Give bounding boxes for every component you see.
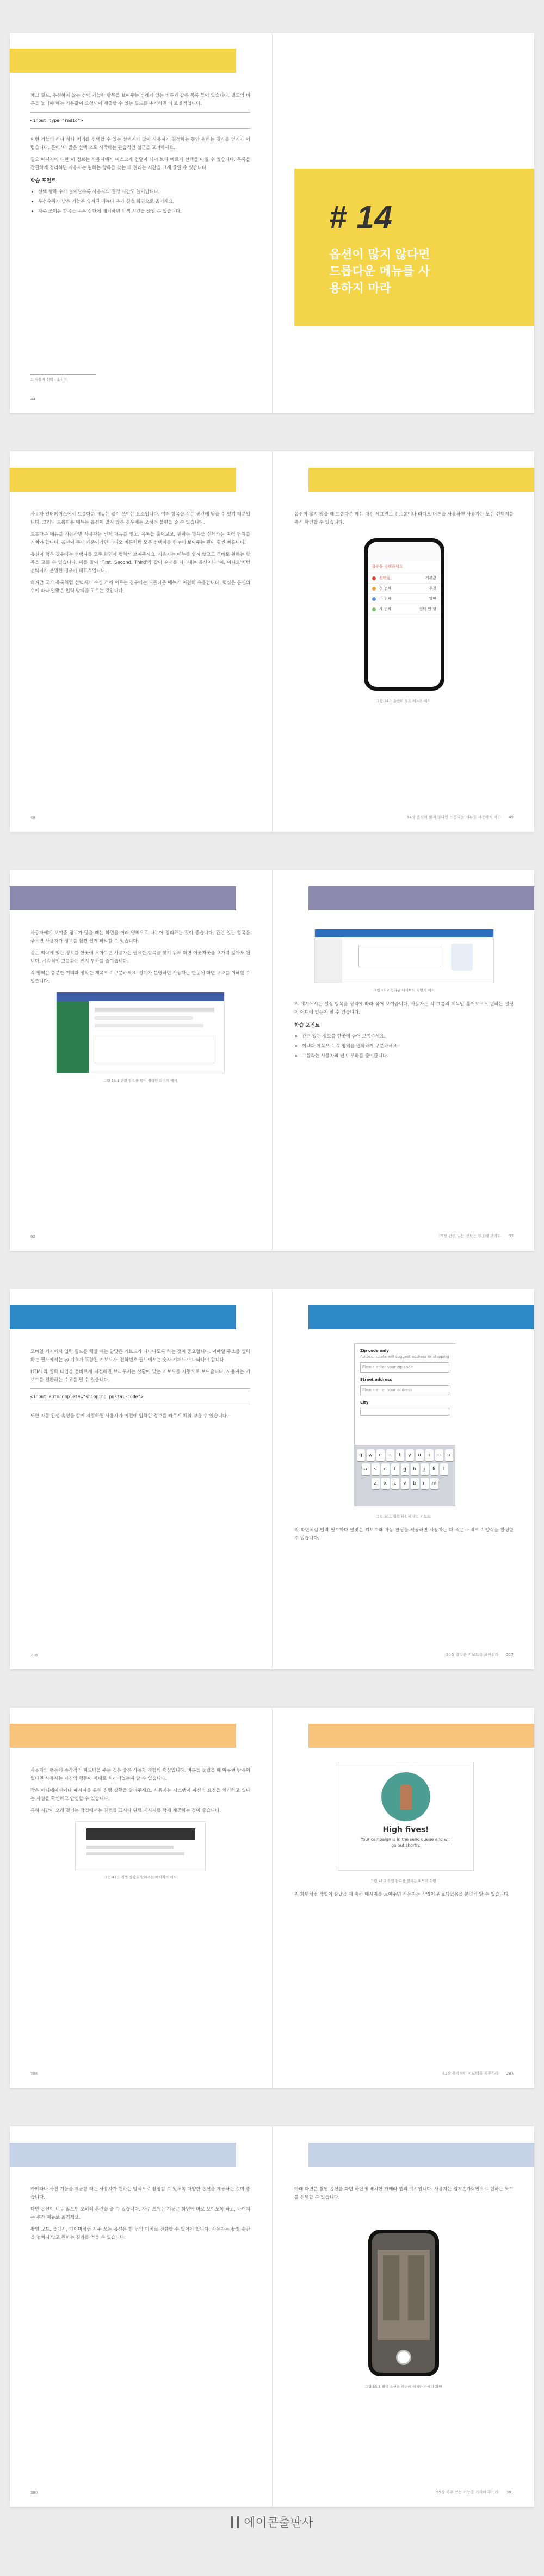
chapter-opener-page bbox=[272, 33, 534, 413]
mobile-form-screenshot bbox=[354, 1343, 455, 1506]
high-five-hand-icon bbox=[381, 1772, 430, 1821]
keyboard-key[interactable]: v bbox=[401, 1478, 409, 1489]
keyboard-key[interactable]: s bbox=[372, 1463, 380, 1475]
body-text bbox=[294, 1890, 514, 1902]
paragraph: 모바일 기기에서 입력 필드를 채울 때는 알맞은 키보드가 나타나도록 하는 것이 중요합니다. 이메일 주소를 입력하는 필드에서는 @ 기호가 포함된 키보드가, 전화번호 필드에서는 숫자 키패드가 나타나야 합니다. bbox=[30, 1349, 250, 1362]
page-287 bbox=[272, 1708, 534, 2088]
page-44 bbox=[10, 33, 272, 413]
paragraph: 체크 필드, 추천하지 않는 선택 가능한 항목을 보여주는 범례가 있는 버튼과 같은 목록 등이 있습니다. 별도의 버튼을 눌러야 하는 기본값이 요청되어 제출할 수 있는 필드를 추가하면 더 효율적입니다. bbox=[30, 92, 250, 106]
paragraph: 필요 메시지에 대한 이 정보는 사용자에게 매스크게 전달이 되며 보다 빠르게 선택을 마칠 수 있습니다. 목록을 간결하게 정리하면 사용자는 원하는 항목을 찾는 데 걸리는 시간을 크게 줄일 수 있습니다. bbox=[30, 157, 250, 170]
folio bbox=[407, 815, 514, 820]
body-text bbox=[294, 929, 514, 1062]
paragraph: 옵션이 많지 않을 때 드롭다운 메뉴 대신 세그먼트 컨트롤이나 라디오 버튼을 사용하면 사용자는 모든 선택지를 즉시 확인할 수 있습니다. bbox=[294, 511, 514, 525]
page-number: 217 bbox=[506, 1653, 514, 1657]
figure-caption: 그림 41.2 작업 완료를 알리는 피드백 화면 bbox=[370, 1879, 437, 1883]
page-381 bbox=[272, 2126, 534, 2507]
spread-3 bbox=[10, 870, 534, 1251]
keyboard-key[interactable]: r bbox=[386, 1449, 394, 1461]
color-bar bbox=[308, 1724, 534, 1748]
page-216 bbox=[10, 1289, 272, 1669]
color-bar bbox=[308, 886, 534, 910]
list-item: • 선택 항목 수가 늘어날수록 사용자의 결정 시간도 늘어납니다. bbox=[38, 188, 250, 196]
field-label: Street address bbox=[360, 1377, 392, 1382]
running-head: 14장 옵션이 많지 않다면 드롭다운 메뉴를 사용하지 마라 bbox=[406, 815, 502, 820]
page-48 bbox=[10, 451, 272, 832]
points-list bbox=[294, 1032, 514, 1060]
spread-6 bbox=[10, 2126, 534, 2507]
points-list bbox=[30, 188, 250, 215]
points-title: 학습 포인트 bbox=[294, 1023, 320, 1028]
chapter-title: 옵션이 많지 않다면 드롭다운 메뉴를 사용하지 마라 bbox=[329, 248, 430, 295]
paragraph: 작은 애니메이션이나 메시지를 통해 진행 상황을 알려주세요. 사용자는 시스템이 자신의 요청을 처리하고 있다는 사실을 확인하고 안심할 수 있습니다. bbox=[30, 1787, 250, 1801]
page-93 bbox=[272, 870, 534, 1251]
keyboard-row bbox=[355, 1449, 455, 1461]
settings-screenshot bbox=[56, 992, 225, 1073]
page-number: 216 bbox=[30, 1653, 38, 1658]
running-head: 55장 자주 쓰는 기능을 가까이 두어라 bbox=[436, 2490, 499, 2494]
menu-item-label: 두 번째 bbox=[379, 597, 392, 601]
figure-caption: 그림 30.1 입력 타입에 맞는 키보드 bbox=[376, 1514, 431, 1519]
folio bbox=[438, 1233, 514, 1239]
paragraph: 옵션이 적은 경우에는 선택지를 모두 화면에 펼쳐서 보여주세요. 사용자는 메뉴를 열지 않고도 곧바로 원하는 항목을 고를 수 있습니다. 예를 들어 'First, Second, Third'와 같이 순서를 나타내는 옵션이나 '예, 아니오'처럼 선택지가 분명한 경우가 대표적입니다. bbox=[30, 551, 250, 573]
paragraph: 또한 자동 완성 속성을 함께 지정하면 사용자가 이전에 입력한 정보를 빠르게 채워 넣을 수 있습니다. bbox=[30, 1413, 228, 1418]
paragraph: 다만 옵션이 너무 많으면 오히려 혼란을 줄 수 있습니다. 자주 쓰이는 기능은 화면에 바로 보이도록 하고, 나머지는 추가 메뉴로 옮기세요. bbox=[30, 2206, 250, 2220]
menu-header: 옵션을 선택하세요 bbox=[368, 561, 441, 573]
keyboard-key[interactable]: n bbox=[421, 1478, 429, 1489]
paragraph: 특히 시간이 오래 걸리는 작업에서는 진행률 표시나 완료 메시지를 함께 제공하는 것이 좋습니다. bbox=[30, 1808, 221, 1813]
phone-mockup bbox=[368, 2230, 439, 2376]
list-item: • 그룹화는 사용자의 인지 부하를 줄여줍니다. bbox=[302, 1052, 514, 1060]
code-snippet: <input autocomplete="shipping postal-code"> bbox=[30, 1388, 250, 1405]
paragraph: 위 예시에서는 설정 항목을 성격에 따라 묶어 보여줍니다. 사용자는 각 그룹의 제목만 훑어보고도 원하는 설정이 어디에 있는지 알 수 있습니다. bbox=[294, 1001, 514, 1015]
menu-item-value: 선택 안 함 bbox=[419, 607, 436, 611]
keyboard-key[interactable]: z bbox=[372, 1478, 380, 1489]
page-number: 48 bbox=[30, 816, 35, 820]
figure-caption: 그림 41.1 진행 상황을 알려주는 메시지의 예시 bbox=[104, 1875, 177, 1879]
field-label: City bbox=[360, 1400, 369, 1405]
paragraph: 촬영 모드, 플래시, 타이머처럼 자주 쓰는 옵션은 한 번의 터치로 전환할 수 있어야 합니다. 사용자는 촬영 순간을 놓치지 않고 원하는 결과를 얻을 수 있습니다. bbox=[30, 2226, 250, 2240]
folio bbox=[436, 2490, 514, 2495]
street-address-input[interactable]: Please enter your address bbox=[360, 1385, 449, 1395]
menu-item[interactable] bbox=[368, 594, 441, 604]
figure-caption: 그림 55.1 촬영 옵션을 하단에 배치한 카메라 화면 bbox=[364, 2385, 442, 2389]
page-number: 44 bbox=[30, 397, 35, 401]
body-text bbox=[30, 1766, 250, 1882]
publisher-mark-icon bbox=[231, 2516, 239, 2528]
keyboard-key[interactable]: a bbox=[362, 1463, 370, 1475]
spread-2 bbox=[10, 451, 534, 832]
page-number: 287 bbox=[506, 2071, 514, 2076]
city-input[interactable] bbox=[360, 1408, 449, 1416]
keyboard-key[interactable]: b bbox=[411, 1478, 419, 1489]
paragraph: 같은 맥락에 있는 정보를 한곳에 모아두면 사용자는 필요한 항목을 찾기 위해 화면 이곳저곳을 오가지 않아도 됩니다. 시각적인 그룹화는 인지 부하를 줄여줍니다. bbox=[30, 950, 250, 964]
status-dot-icon bbox=[372, 607, 376, 611]
running-head: 41장 즉각적인 피드백을 제공하라 bbox=[442, 2071, 499, 2076]
paragraph: 사용자 인터페이스에서 드롭다운 메뉴는 많이 쓰이는 요소입니다. 여러 항목을 작은 공간에 담을 수 있기 때문입니다. 그러나 드롭다운 메뉴는 옵션이 많지 않은 경우에는 오히려 불편을 줄 수 있습니다. bbox=[30, 511, 250, 525]
menu-item-value: 추천 bbox=[429, 586, 436, 591]
menu-item-value: 일반 bbox=[429, 597, 436, 601]
keyboard-key[interactable]: d bbox=[381, 1463, 390, 1475]
keyboard-key[interactable]: g bbox=[401, 1463, 409, 1475]
page-217 bbox=[272, 1289, 534, 1669]
progress-message-screenshot bbox=[75, 1821, 206, 1870]
body-text bbox=[294, 2185, 514, 2205]
page-49 bbox=[272, 451, 534, 832]
body-text bbox=[30, 929, 250, 1085]
running-head: 30장 알맞은 키보드를 보여줘라 bbox=[446, 1653, 499, 1657]
body-text bbox=[30, 1348, 250, 1424]
color-bar bbox=[308, 468, 534, 492]
menu-item-label: 세 번째 bbox=[379, 607, 392, 611]
shutter-button[interactable] bbox=[396, 2350, 411, 2365]
folio bbox=[446, 1652, 514, 1658]
field-hint: Autocomplete will suggest address or shipping bbox=[360, 1355, 449, 1359]
color-bar bbox=[10, 1305, 236, 1329]
page-number: 286 bbox=[30, 2072, 38, 2076]
publisher-name: 에이콘출판사 bbox=[244, 2516, 313, 2530]
figure-caption: 그림 15.2 정리된 대시보드 화면의 예시 bbox=[373, 988, 435, 992]
keyboard bbox=[355, 1445, 455, 1506]
paragraph: 드롭다운 메뉴를 사용하면 사용자는 먼저 메뉴를 열고, 목록을 훑어보고, 원하는 항목을 선택하는 여러 단계를 거쳐야 합니다. 옵션이 두세 개뿐이라면 라디오 버튼처럼 모든 선택지를 한눈에 보여주는 편이 훨씬 빠릅니다. bbox=[30, 531, 250, 545]
color-bar bbox=[308, 2143, 534, 2167]
chapter-title-box bbox=[294, 169, 534, 326]
feedback-title: High fives! bbox=[382, 1826, 429, 1834]
menu-item-label: 첫 번째 bbox=[379, 586, 392, 591]
code-snippet: <input type="radio"> bbox=[30, 112, 250, 129]
phone-screen bbox=[368, 542, 441, 687]
paragraph: 사용자의 행동에 즉각적인 피드백을 주는 것은 좋은 사용자 경험의 핵심입니다. 버튼을 눌렀을 때 아무런 반응이 없다면 사용자는 자신의 행동이 제대로 처리되었는지 알 수 없습니다. bbox=[30, 1767, 250, 1781]
list-item: • 우선순위가 낮은 기능은 숨겨진 메뉴나 추가 설정 화면으로 옮기세요. bbox=[38, 197, 250, 206]
keyboard-row bbox=[355, 1463, 455, 1475]
paragraph: 아래 화면은 촬영 옵션을 화면 하단에 배치한 카메라 앱의 예시입니다. 사용자는 엄지손가락만으로 원하는 모드를 선택할 수 있습니다. bbox=[294, 2186, 514, 2200]
feedback-screenshot bbox=[338, 1762, 474, 1871]
publisher-logo bbox=[0, 2513, 544, 2530]
camera-viewfinder bbox=[372, 2233, 435, 2373]
spread-4 bbox=[10, 1289, 534, 1669]
keyboard-key[interactable]: y bbox=[406, 1449, 414, 1461]
color-bar bbox=[10, 886, 236, 910]
menu-item-value: 기본값 bbox=[425, 576, 436, 580]
paragraph: 이런 기능의 하나 하나 처리를 선택할 수 있는 선택지가 많아 사용자가 결정하는 동안 원하는 결과를 얻기가 어렵습니다. 흔히 '더 많은 선택'으로 시작하는 관습적인 접근을 고려하세요. bbox=[30, 136, 250, 150]
points-title: 학습 포인트 bbox=[30, 178, 56, 184]
keyboard-key[interactable]: w bbox=[367, 1449, 375, 1461]
keyboard-key[interactable]: i bbox=[425, 1449, 434, 1461]
keyboard-key[interactable]: u bbox=[416, 1449, 424, 1461]
list-item: • 자주 쓰이는 항목을 목록 상단에 배치하면 탐색 시간을 줄일 수 있습니다. bbox=[38, 207, 250, 215]
keyboard-key[interactable]: m bbox=[430, 1478, 438, 1489]
keyboard-key[interactable]: o bbox=[435, 1449, 443, 1461]
keyboard-key[interactable]: h bbox=[411, 1463, 419, 1475]
keyboard-key[interactable]: l bbox=[440, 1463, 448, 1475]
phone-mockup bbox=[364, 538, 444, 691]
keyboard-key[interactable]: x bbox=[381, 1478, 390, 1489]
feedback-message: Your campaign is in the send queue and will go out shortly. bbox=[361, 1837, 451, 1848]
color-bar bbox=[10, 468, 236, 492]
page-92 bbox=[10, 870, 272, 1251]
list-item: • 여백과 제목으로 각 영역을 명확하게 구분하세요. bbox=[302, 1042, 514, 1050]
paragraph: 사용자에게 보여줄 정보가 많을 때는 화면을 여러 영역으로 나누어 정리하는 것이 좋습니다. 관련 있는 항목을 묶으면 사용자가 정보를 훨씬 쉽게 파악할 수 있습니다. bbox=[30, 930, 250, 944]
paragraph: 각 영역은 충분한 여백과 명확한 제목으로 구분하세요. 경계가 분명하면 사용자는 한눈에 화면 구조를 이해할 수 있습니다. bbox=[30, 970, 250, 984]
status-dot-icon bbox=[372, 597, 376, 601]
menu-item[interactable] bbox=[368, 604, 441, 614]
status-dot-icon bbox=[372, 587, 376, 591]
body-text bbox=[30, 2185, 250, 2245]
chapter-number: # 14 bbox=[329, 200, 393, 235]
paragraph: HTML의 입력 타입을 올바르게 지정하면 브라우저는 상황에 맞는 키보드를 자동으로 보여줍니다. 사용자는 키보드를 전환하는 수고를 덜 수 있습니다. bbox=[30, 1369, 250, 1382]
page-number: 92 bbox=[30, 1234, 35, 1239]
status-dot-icon bbox=[372, 576, 376, 580]
menu-item-label: 선택됨 bbox=[379, 576, 391, 580]
page-number: 93 bbox=[509, 1234, 514, 1238]
running-head: 15장 관련 있는 정보는 한곳에 모아라 bbox=[438, 1234, 502, 1238]
color-bar bbox=[10, 49, 236, 73]
color-bar bbox=[10, 1724, 236, 1748]
keyboard-key[interactable]: p bbox=[445, 1449, 453, 1461]
keyboard-key[interactable]: j bbox=[421, 1463, 429, 1475]
paragraph: 위 화면처럼 작업이 끝났을 때 축하 메시지를 보여주면 사용자는 작업이 완료되었음을 분명히 알 수 있습니다. bbox=[294, 1891, 510, 1897]
keyboard-key[interactable]: c bbox=[391, 1478, 399, 1489]
page-number: 49 bbox=[509, 815, 514, 820]
color-bar bbox=[308, 1305, 534, 1329]
page-number: 381 bbox=[506, 2490, 514, 2494]
spread-5 bbox=[10, 1708, 534, 2088]
keyboard-key[interactable]: q bbox=[357, 1449, 365, 1461]
zip-code-input[interactable]: Please enter your zip code bbox=[360, 1362, 449, 1373]
page-286 bbox=[10, 1708, 272, 2088]
figure-caption: 그림 15.1 관련 항목을 묶어 정리한 화면의 예시 bbox=[103, 1078, 177, 1083]
spread-1 bbox=[10, 33, 534, 413]
body-text bbox=[30, 91, 250, 217]
color-bar bbox=[10, 2143, 236, 2167]
page-380 bbox=[10, 2126, 272, 2507]
page-number: 380 bbox=[30, 2491, 38, 2495]
field-label: Zip code only bbox=[360, 1349, 389, 1353]
body-text bbox=[294, 1526, 514, 1546]
keyboard-row bbox=[355, 1478, 455, 1489]
figure-caption: 그림 14.1 옵션이 적은 메뉴의 예시 bbox=[376, 699, 431, 703]
paragraph: 카메라나 사진 기능을 제공할 때는 사용자가 원하는 방식으로 촬영할 수 있도록 다양한 옵션을 제공하는 것이 좋습니다. bbox=[30, 2186, 250, 2200]
list-item: • 관련 있는 정보를 한곳에 묶어 보여주세요. bbox=[302, 1032, 514, 1040]
paragraph: 하지만 국가 목록처럼 선택지가 수십 개에 이르는 경우에는 드롭다운 메뉴가 여전히 유용합니다. 핵심은 옵션의 수에 따라 알맞은 입력 방식을 고르는 것입니다. bbox=[30, 580, 250, 593]
footnote: 1. 사용자 선택 - 옮긴이 bbox=[30, 374, 96, 382]
keyboard-key[interactable]: t bbox=[396, 1449, 404, 1461]
menu-item[interactable] bbox=[368, 584, 441, 594]
paragraph: 위 화면처럼 입력 필드마다 알맞은 키보드와 자동 완성을 제공하면 사용자는 더 적은 노력으로 양식을 완성할 수 있습니다. bbox=[294, 1527, 514, 1541]
keyboard-key[interactable]: k bbox=[430, 1463, 438, 1475]
dashboard-screenshot bbox=[314, 929, 494, 983]
keyboard-key[interactable]: e bbox=[376, 1449, 385, 1461]
keyboard-key[interactable]: f bbox=[391, 1463, 399, 1475]
body-text bbox=[294, 510, 514, 530]
folio bbox=[442, 2071, 514, 2076]
menu-item[interactable] bbox=[368, 573, 441, 584]
body-text bbox=[30, 510, 250, 599]
